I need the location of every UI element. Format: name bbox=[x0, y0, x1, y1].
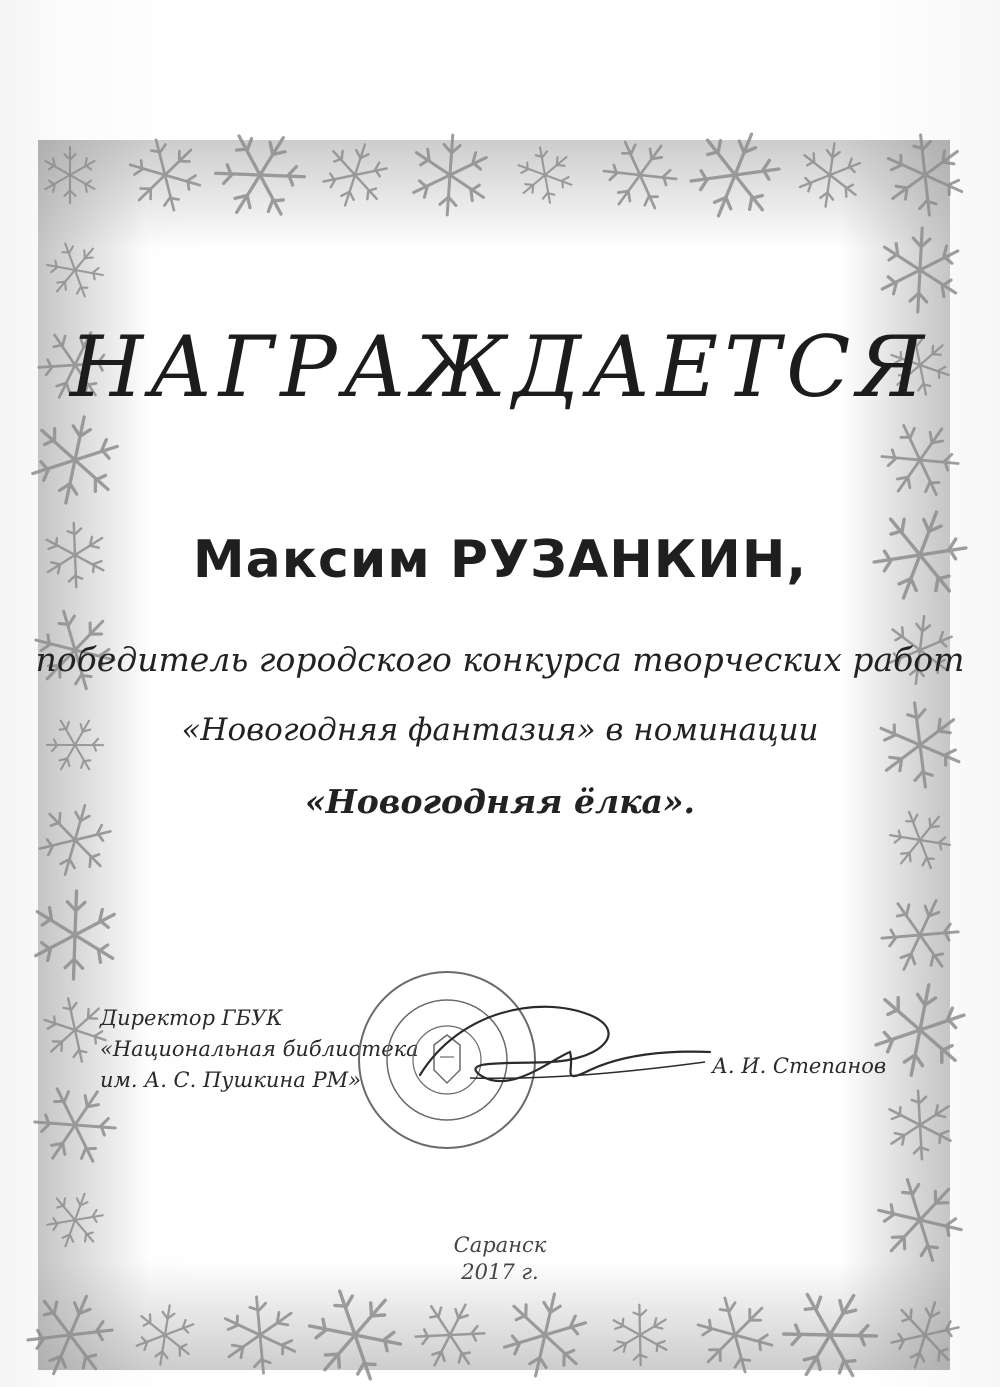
signatory-name: А. И. Степанов bbox=[712, 1054, 887, 1078]
award-description-line1: победитель городского конкурса творческих работ bbox=[35, 640, 965, 679]
recipient-name: Максим РУЗАНКИН, bbox=[192, 530, 808, 590]
award-description-line2: «Новогодняя фантазия» в номинации bbox=[181, 712, 819, 748]
signatory-position-line3: им. А. С. Пушкина РМ» bbox=[100, 1068, 361, 1092]
award-title: НАГРАЖДАЕТСЯ bbox=[69, 318, 931, 416]
signatory-position-line2: «Национальная библиотека bbox=[100, 1037, 419, 1061]
nomination-name: «Новогодняя ёлка». bbox=[304, 782, 696, 821]
year: 2017 г. bbox=[461, 1260, 539, 1284]
place-and-date bbox=[0, 1232, 1000, 1286]
place: Саранск bbox=[453, 1233, 547, 1257]
signatory-position-line1: Директор ГБУК bbox=[100, 1006, 283, 1030]
handwritten-signature bbox=[400, 990, 720, 1120]
